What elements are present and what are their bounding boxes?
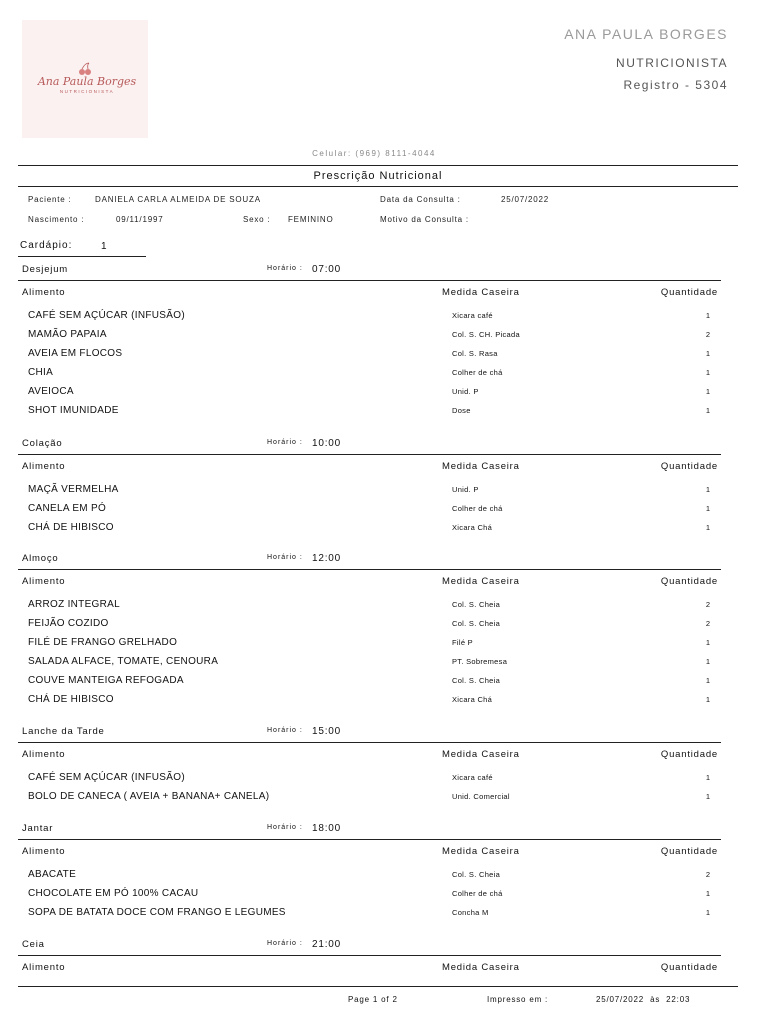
- food-name: ABACATE: [28, 869, 77, 880]
- food-measure: Dose: [452, 406, 471, 415]
- food-measure: Concha M: [452, 908, 489, 917]
- food-name: CAFÉ SEM AÇÚCAR (INFUSÃO): [28, 310, 185, 321]
- food-quantity: 2: [705, 619, 710, 628]
- printed-label: Impresso em :: [487, 995, 549, 1004]
- sex-label: Sexo :: [243, 215, 271, 224]
- column-header-quantity: Quantidade: [660, 287, 718, 298]
- sex-value: FEMININO: [288, 215, 334, 224]
- food-quantity: 2: [705, 330, 710, 339]
- column-header-food: Alimento: [22, 461, 66, 472]
- time-label: Horário :: [267, 940, 303, 947]
- food-quantity: 1: [705, 695, 710, 704]
- food-quantity: 1: [705, 889, 710, 898]
- menu-number: 1: [101, 241, 107, 252]
- column-header-quantity: Quantidade: [660, 576, 718, 587]
- meal-name: Desjejum: [22, 264, 68, 275]
- table-row: [0, 599, 768, 617]
- column-header-quantity: Quantidade: [660, 749, 718, 760]
- food-quantity: 1: [705, 406, 710, 415]
- table-row: [0, 791, 768, 809]
- document-title: Prescrição Nutricional: [313, 170, 443, 182]
- birth-date: 09/11/1997: [116, 215, 164, 224]
- table-row: [0, 367, 768, 385]
- divider: [18, 186, 738, 187]
- food-quantity: 1: [705, 676, 710, 685]
- meal-divider: [18, 955, 721, 956]
- meal-name: Ceia: [22, 939, 45, 950]
- food-measure: Unid. P: [452, 387, 479, 396]
- column-header-food: Alimento: [22, 287, 66, 298]
- food-measure: Col. S. CH. Picada: [452, 330, 520, 339]
- food-name: SALADA ALFACE, TOMATE, CENOURA: [28, 656, 219, 667]
- meal-divider: [18, 839, 721, 840]
- meal-divider: [18, 742, 721, 743]
- food-measure: Colher de chá: [452, 889, 503, 898]
- table-row: [0, 618, 768, 636]
- logo: [22, 20, 148, 138]
- food-measure: Xicara café: [452, 773, 493, 782]
- table-row: [0, 907, 768, 925]
- page-number: Page 1 of 2: [348, 995, 398, 1004]
- food-name: FEIJÃO COZIDO: [28, 618, 109, 629]
- time-label: Horário :: [267, 265, 303, 272]
- table-row: [0, 484, 768, 502]
- food-name: CHÁ DE HIBISCO: [28, 522, 114, 533]
- table-row: [0, 503, 768, 521]
- table-row: [0, 694, 768, 712]
- column-header-food: Alimento: [22, 962, 66, 973]
- birth-label: Nascimento :: [28, 215, 85, 224]
- food-measure: Colher de chá: [452, 504, 503, 513]
- table-row: [0, 656, 768, 674]
- food-measure: Col. S. Cheia: [452, 600, 501, 609]
- column-header-measure: Medida Caseira: [442, 576, 520, 587]
- food-name: AVEIA EM FLOCOS: [28, 348, 123, 359]
- column-header-measure: Medida Caseira: [442, 749, 520, 760]
- food-name: CHÁ DE HIBISCO: [28, 694, 114, 705]
- food-measure: Unid. Comercial: [452, 792, 510, 801]
- meal-name: Almoço: [22, 553, 59, 564]
- food-quantity: 1: [705, 387, 710, 396]
- food-quantity: 1: [705, 908, 710, 917]
- food-quantity: 1: [705, 523, 710, 532]
- table-row: [0, 310, 768, 328]
- food-name: CHIA: [28, 367, 54, 378]
- nutritionist-name: ANA PAULA BORGES: [564, 26, 728, 42]
- nutritionist-role: NUTRICIONISTA: [616, 56, 728, 70]
- patient-label: Paciente :: [28, 195, 72, 204]
- table-row: [0, 405, 768, 423]
- cherry-icon: [76, 62, 94, 76]
- table-row: [0, 888, 768, 906]
- column-header-food: Alimento: [22, 749, 66, 760]
- food-quantity: 1: [705, 368, 710, 377]
- meal-name: Lanche da Tarde: [22, 726, 105, 737]
- food-measure: Colher de chá: [452, 368, 503, 377]
- table-row: [0, 637, 768, 655]
- column-header-measure: Medida Caseira: [442, 461, 520, 472]
- phone-number: Celular: (969) 8111-4044: [312, 149, 436, 158]
- food-measure: Col. S. Rasa: [452, 349, 498, 358]
- food-quantity: 1: [705, 349, 710, 358]
- food-quantity: 2: [705, 600, 710, 609]
- food-name: ARROZ INTEGRAL: [28, 599, 120, 610]
- meal-time: 12:00: [312, 553, 342, 564]
- meal-time: 10:00: [312, 438, 342, 449]
- patient-name: DANIELA CARLA ALMEIDA DE SOUZA: [95, 195, 261, 204]
- food-measure: Col. S. Cheia: [452, 619, 501, 628]
- consult-date-label: Data da Consulta :: [380, 195, 461, 204]
- food-name: SOPA DE BATATA DOCE COM FRANGO E LEGUMES: [28, 907, 286, 918]
- time-label: Horário :: [267, 439, 303, 446]
- divider: [18, 165, 738, 166]
- printed-at: 25/07/2022 às 22:03: [596, 995, 691, 1004]
- footer-divider: [18, 986, 738, 987]
- food-name: MAMÃO PAPAIA: [28, 329, 107, 340]
- meal-divider: [18, 454, 721, 455]
- food-quantity: 1: [705, 504, 710, 513]
- column-header-measure: Medida Caseira: [442, 287, 520, 298]
- food-name: MAÇÃ VERMELHA: [28, 484, 119, 495]
- food-name: FILÉ DE FRANGO GRELHADO: [28, 637, 178, 648]
- logo-subtitle: NUTRICIONISTA: [59, 89, 115, 94]
- food-measure: Filé P: [452, 638, 473, 647]
- consult-date: 25/07/2022: [501, 195, 550, 204]
- food-name: AVEIOCA: [28, 386, 74, 397]
- food-quantity: 1: [705, 792, 710, 801]
- food-name: CHOCOLATE EM PÓ 100% CACAU: [28, 888, 199, 899]
- table-row: [0, 329, 768, 347]
- table-row: [0, 386, 768, 404]
- meal-name: Colação: [22, 438, 63, 449]
- reason-label: Motivo da Consulta :: [380, 215, 469, 224]
- column-header-quantity: Quantidade: [660, 846, 718, 857]
- column-header-measure: Medida Caseira: [442, 846, 520, 857]
- table-row: [0, 348, 768, 366]
- meal-time: 18:00: [312, 823, 342, 834]
- column-header-quantity: Quantidade: [660, 962, 718, 973]
- food-measure: Unid. P: [452, 485, 479, 494]
- food-quantity: 1: [705, 311, 710, 320]
- time-label: Horário :: [267, 554, 303, 561]
- table-row: [0, 869, 768, 887]
- food-name: BOLO DE CANECA ( AVEIA + BANANA+ CANELA): [28, 791, 270, 802]
- food-name: CAFÉ SEM AÇÚCAR (INFUSÃO): [28, 772, 185, 783]
- food-measure: Col. S. Cheia: [452, 676, 501, 685]
- logo-script: Ana Paula Borges: [37, 75, 137, 88]
- meal-time: 21:00: [312, 939, 342, 950]
- meal-time: 15:00: [312, 726, 342, 737]
- food-measure: Xicara café: [452, 311, 493, 320]
- meal-time: 07:00: [312, 264, 342, 275]
- table-row: [0, 675, 768, 693]
- food-quantity: 2: [705, 870, 710, 879]
- table-row: [0, 772, 768, 790]
- food-measure: Xicara Chá: [452, 523, 493, 532]
- food-measure: Col. S. Cheia: [452, 870, 501, 879]
- food-name: COUVE MANTEIGA REFOGADA: [28, 675, 184, 686]
- column-header-food: Alimento: [22, 576, 66, 587]
- registration-number: Registro - 5304: [623, 78, 728, 92]
- food-quantity: 1: [705, 773, 710, 782]
- meal-divider: [18, 569, 721, 570]
- column-header-food: Alimento: [22, 846, 66, 857]
- food-quantity: 1: [705, 638, 710, 647]
- food-name: CANELA EM PÓ: [28, 503, 107, 514]
- food-quantity: 1: [705, 657, 710, 666]
- menu-label: Cardápio:: [20, 240, 73, 251]
- table-row: [0, 522, 768, 540]
- meal-divider: [18, 280, 721, 281]
- menu-underline: [18, 256, 146, 257]
- food-quantity: 1: [705, 485, 710, 494]
- meal-name: Jantar: [22, 823, 54, 834]
- column-header-quantity: Quantidade: [660, 461, 718, 472]
- time-label: Horário :: [267, 824, 303, 831]
- column-header-measure: Medida Caseira: [442, 962, 520, 973]
- food-name: SHOT IMUNIDADE: [28, 405, 119, 416]
- food-measure: PT. Sobremesa: [452, 657, 508, 666]
- food-measure: Xicara Chá: [452, 695, 493, 704]
- time-label: Horário :: [267, 727, 303, 734]
